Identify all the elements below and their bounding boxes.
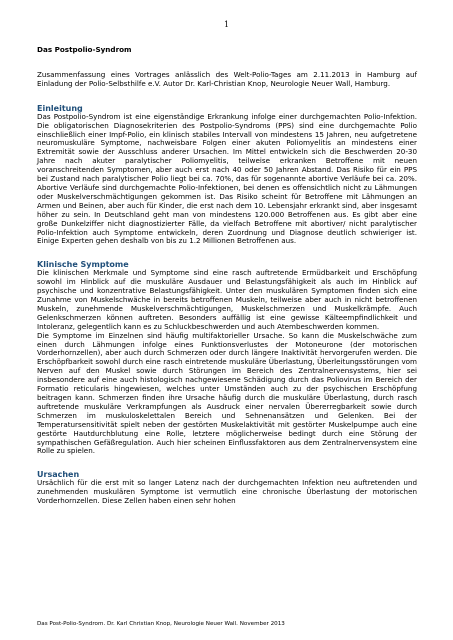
section-heading: Einleitung (37, 103, 83, 113)
section-paragraph: Ursächlich für die erst mit so langer Latenz nach der durchgemachten Infektion neu auftretenden und zunehmenden muskulären Symptome ist vermutlich eine chronische Überlastung der motorischen Vorderhornzellen. Diese Zellen haben einen sehr hohen (37, 478, 417, 506)
page-content (37, 46, 417, 520)
section-klinische-symptome (37, 260, 417, 456)
document-title: Das Postpolio-Syndrom (37, 45, 132, 54)
section-heading: Ursachen (37, 470, 80, 480)
summary-paragraph: Zusammenfassung eines Vortrages anlässlich des Welt-Polio-Tages am 2.11.2013 in Hamburg auf Einladung der Polio-Selbsthilfe e.V. Autor Dr. Karl-Christian Knop, Neurologie Neuer Wall, Hamburg. (37, 69, 417, 88)
page-number: 1 (223, 20, 230, 29)
section-paragraph: Die Symptome im Einzelnen sind häufig multifaktorieller Ursache. So kann die Muskelschwäche zum einen durch Lähmungen infolge eines Funktionsverlustes der Motoneurone (der motorischen Vorderhornzellen), aber auch durch Schmerzen oder durch längere Inaktivität hervorgerufen werden. Die Erschöpfbarkeit sowohl durch eine rasch eintretende muskuläre Überlastung, Überleitungsstörungen vom Nerven auf den Muskel sowie durch Störungen im Bereich des Zentralnervensystems, hier sei insbesondere auf eine auch histologisch nachgewiesene Schädigung durch das Poliovirus im Bereich der Formatio reticularis hingewiesen, welches unter Umständen auch zu der psychischen Erschöpfung beitragen kann. Schmerzen finden ihre Ursache häufig durch die muskuläre Überlastung, durch rasch auftretende muskuläre Verkrampfungen als Ausdruck einer nervalen Übererregbarkeit sowie durch Schmerzen im muskuloskelettalen Bereich und Sehnenansätzen und Gelenken. Bei der Temperatursensitivität spielt neben der gestörten Muskelaktivität mit gestörter Muskelpumpe auch eine gestörte Hautdurchblutung eine Rolle, letztere möglicherweise bedingt durch eine Störung der sympathischen Gefäßregulation. Auch hier scheinen Einflussfaktoren aus dem Zentralnervensystem eine Rolle zu spielen. (37, 330, 417, 456)
page-footer: Das Post-Polio-Syndrom. Dr. Karl Christian Knop, Neurologie Neuer Wall. November 2013 (37, 621, 285, 627)
section-einleitung (37, 104, 417, 247)
section-ursachen (37, 470, 417, 506)
section-paragraph: Das Postpolio-Syndrom ist eine eigenständige Erkrankung infolge einer durchgemachten Polio-Infektion. Die obligatorischen Diagnosekriterien des Postpolio-Syndroms (PPS) sind eine durchgemachte Polio einschließlich einer Impf-Polio, ein klinisch stabiles Intervall von mindestens 15 Jahren, neu aufgetretene neuromuskuläre Symptome, nachweisbare Folgen einer akuten Poliomyelitis an mindestens einer Extremität sowie der Ausschluss anderer Ursachen. Im Mittel entwickeln sich die Beschwerden 20-30 Jahre nach akuter paralytischer Poliomyelitis, teilweise erkranken Betroffene mit neuen voranschreitenden Symptomen, aber auch erst nach 40 oder 50 Jahren Abstand. Das Risiko für ein PPS bei Zustand nach paralytischer Polio liegt bei ca. 70%, das für sogenannte abortive Verläufe bei ca. 20%. Abortive Verläufe sind durchgemachte Polio-Infektionen, bei denen es offensichtlich nicht zu Lähmungen oder Muskelverschmächtigungen gekommen ist. Das Risiko scheint für Betroffene mit Lähmungen an Armen und Beinen, aber auch für Kinder, die erst nach dem 10. Lebensjahr erkrankt sind, aber insgesamt höher zu sein. In Deutschland geht man von mindestens 120.000 Betroffenen aus. Es gibt aber eine große Dunkelziffer nicht diagnostizierter Fälle, da vielfach Betroffene mit abortiver/ nicht paralytischer Polio-Infektion auch Symptome entwickeln, deren Zuordnung und Diagnose deutlich schwieriger ist. Einige Experten gehen deshalb von bis zu 1.2 Millionen Betroffenen aus. (37, 111, 417, 246)
section-paragraph: Die klinischen Merkmale und Symptome sind eine rasch auftretende Ermüdbarkeit und Erschöpfung sowohl im Hinblick auf die muskuläre Ausdauer und Belastungsfähigkeit als auch im Hinblick auf psychische und konzentrative Belastungsfähigkeit. Unter den muskulären Symptomen finden sich eine Zunahme von Muskelschwäche in bereits betroffenen Muskeln, teilweise aber auch in nicht betroffenen Muskeln, zunehmende Muskelverschmächtigungen, Muskelschmerzen und Muskelkrämpfe. Auch Gelenkschmerzen können auftreten. Besonders auffällig ist eine gewisse Kälteempfindlichkeit und Intoleranz, gelegentlich kann es zu Schluckbeschwerden und auch Atembeschwerden kommen. (37, 268, 417, 331)
section-heading: Klinische Symptome (37, 260, 129, 270)
